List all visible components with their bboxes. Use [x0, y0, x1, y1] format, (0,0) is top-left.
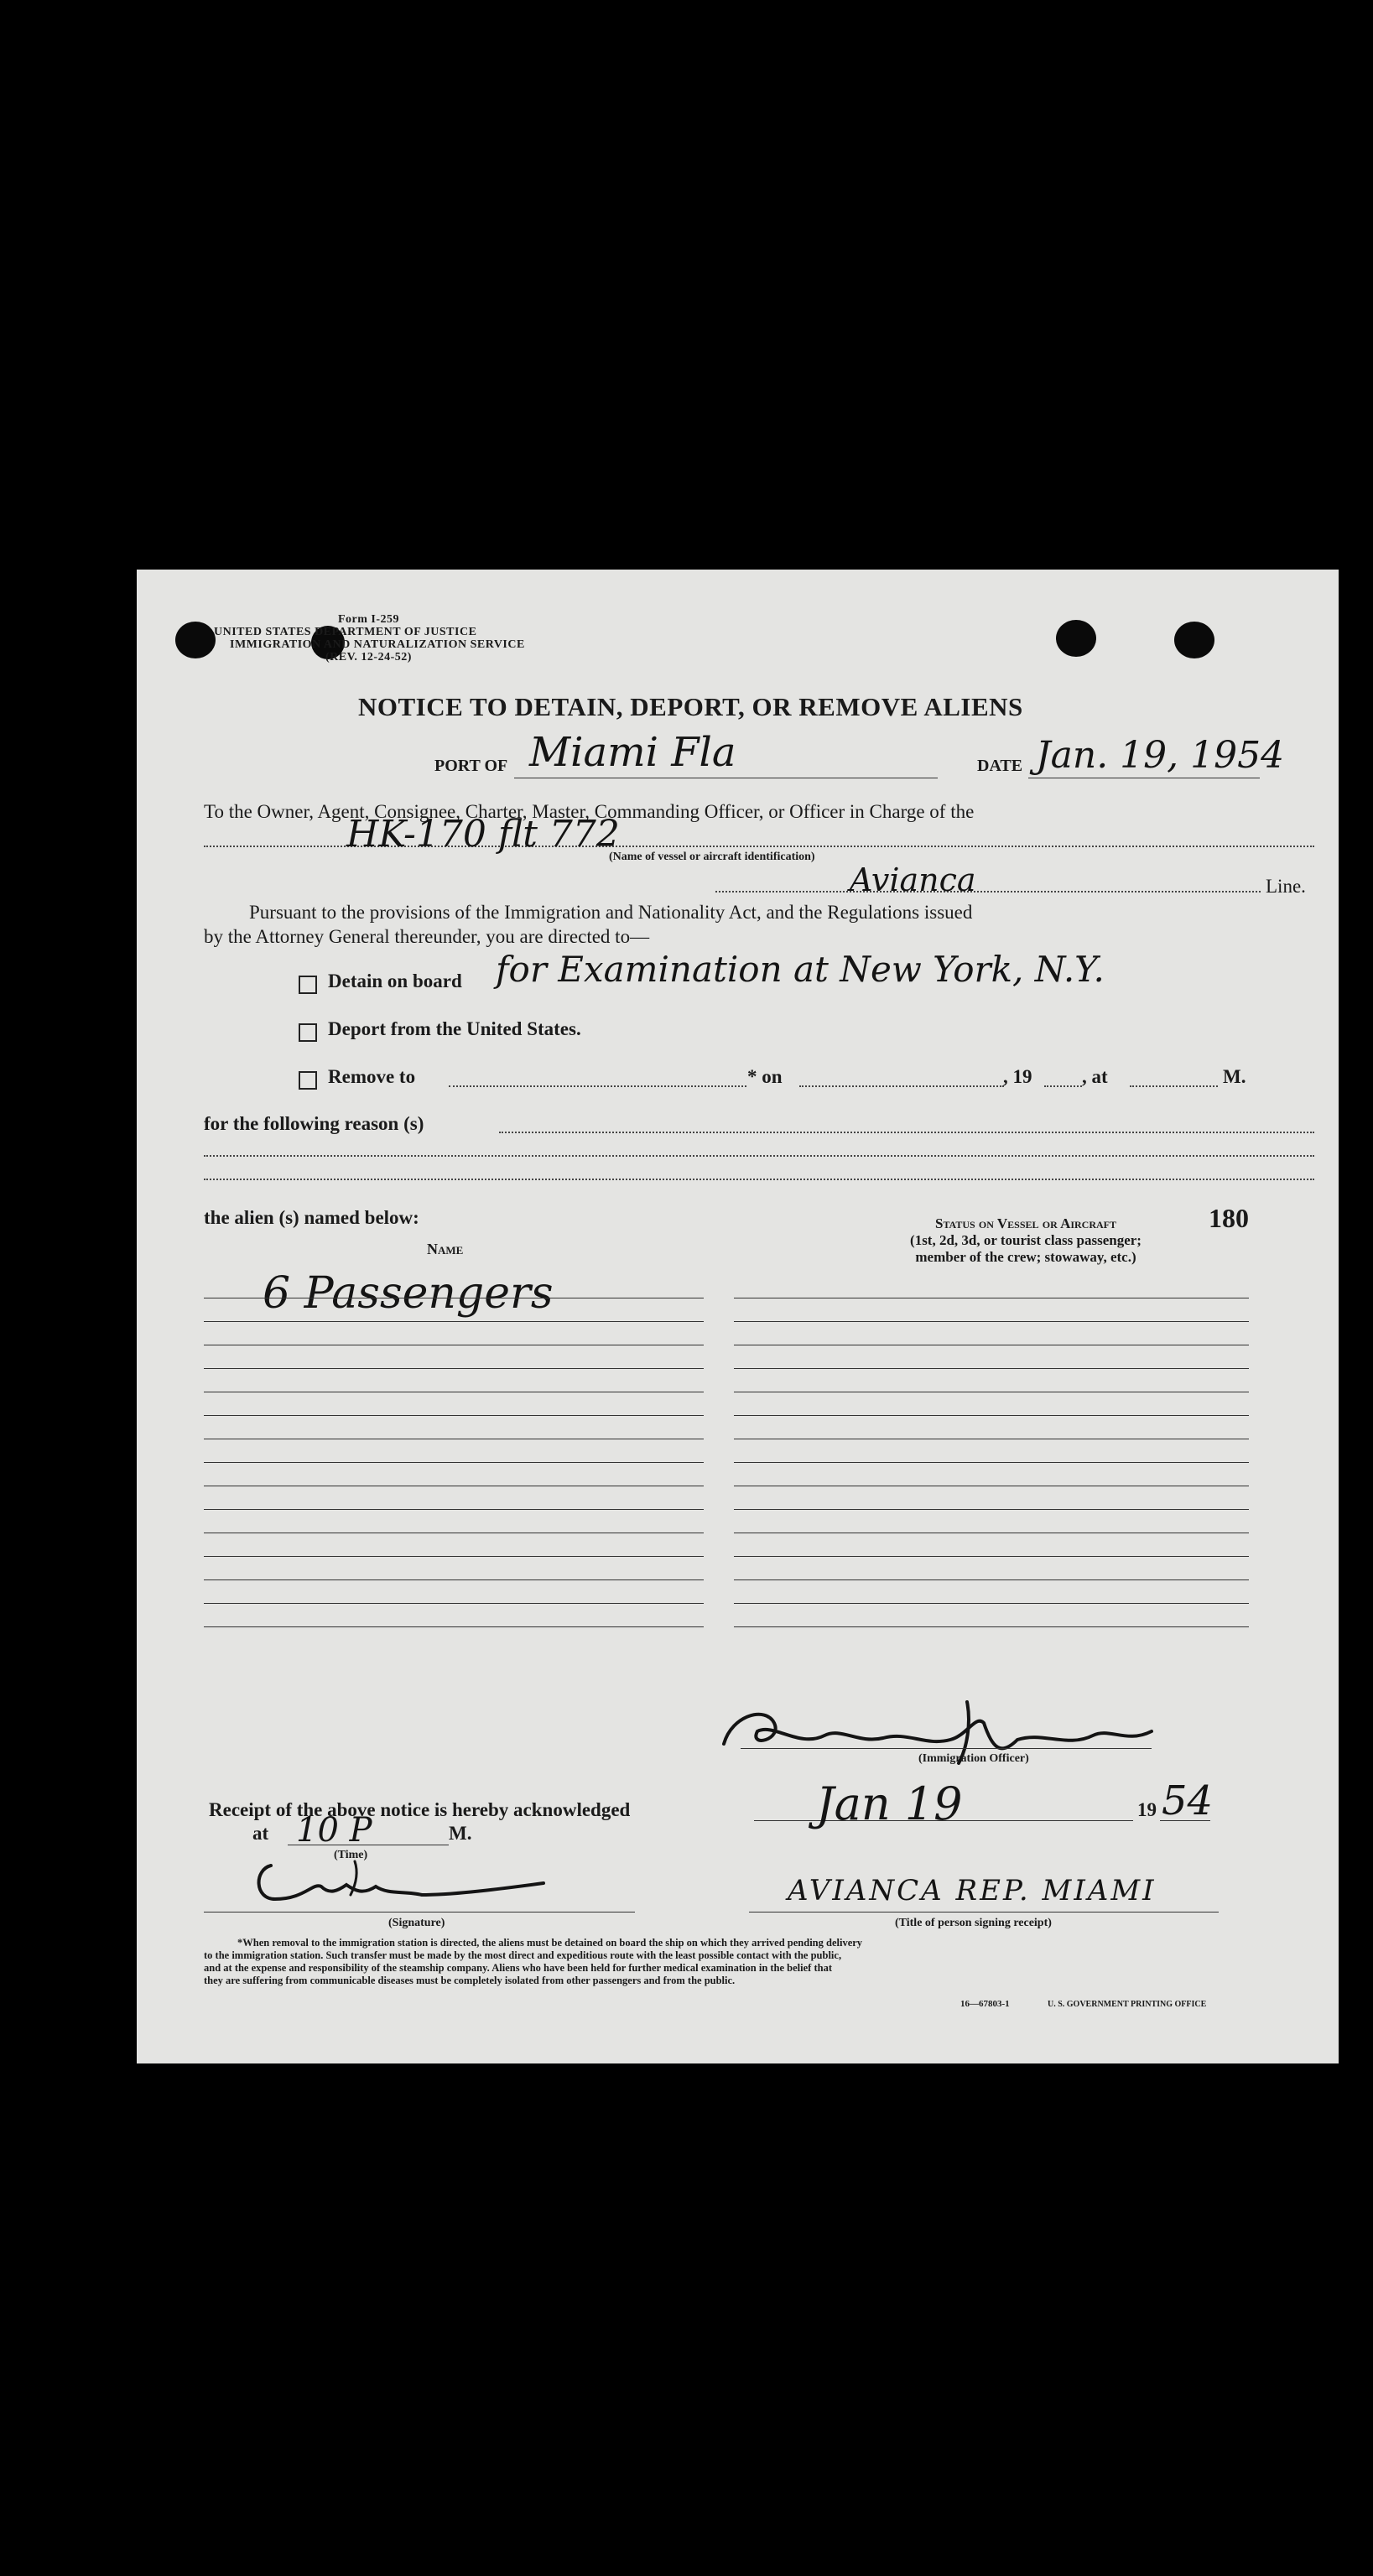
- footnote: [204, 1937, 862, 1987]
- stamp-number: 180: [1209, 1203, 1249, 1233]
- name-line-8: [204, 1462, 704, 1463]
- name-line-4: [204, 1368, 704, 1369]
- deport-label: Deport from the United States.: [328, 1018, 581, 1039]
- receipt-year-prefix: 19: [1137, 1799, 1157, 1820]
- remove-label: Remove to: [328, 1066, 416, 1087]
- line-name-line: [715, 891, 1261, 892]
- print-code: 16—67803-1: [960, 1999, 1010, 2009]
- aliens-label: the alien (s) named below:: [204, 1207, 419, 1228]
- remove-time-line: [1130, 1085, 1218, 1087]
- receipt-text: Receipt of the above notice is hereby acknowledged: [209, 1799, 631, 1820]
- date-value: Jan. 19, 1954: [1036, 734, 1285, 777]
- remove-m-label: M.: [1223, 1066, 1246, 1087]
- footnote-line-2: to the immigration station. Such transfer must be made by the most direct and expeditious route with the least possible contact with the public,: [204, 1949, 842, 1961]
- name-line-14: [204, 1603, 704, 1604]
- remove-destination-line: [449, 1085, 746, 1087]
- name-column-header: Name: [427, 1241, 464, 1257]
- status-line-15: [734, 1626, 1249, 1627]
- service-name: IMMIGRATION AND NATURALIZATION SERVICE: [230, 638, 525, 651]
- time-caption: (Time): [334, 1849, 368, 1861]
- detain-label: Detain on board: [328, 971, 462, 991]
- remove-checkbox[interactable]: [299, 1071, 317, 1090]
- printer-name: U. S. GOVERNMENT PRINTING OFFICE: [1048, 2000, 1207, 2009]
- name-line-12: [204, 1556, 704, 1557]
- name-line-13: [204, 1579, 704, 1580]
- vessel-caption: (Name of vessel or aircraft identification): [609, 851, 815, 863]
- date-label: DATE: [977, 757, 1023, 775]
- status-line-2: [734, 1321, 1249, 1322]
- status-header-title: Status on Vessel or Aircraft: [934, 1215, 1117, 1231]
- remove-year-line: [1044, 1085, 1082, 1087]
- name-line-15: [204, 1626, 704, 1627]
- punch-hole-right-2: [1174, 622, 1214, 658]
- status-header-line2: (1st, 2d, 3d, or tourist class passenger;: [910, 1232, 1142, 1248]
- form-number: Form I-259: [338, 613, 400, 626]
- status-line-13: [734, 1579, 1249, 1580]
- status-line-10: [734, 1509, 1249, 1510]
- status-line-12: [734, 1556, 1249, 1557]
- time-m-label: M.: [449, 1823, 472, 1844]
- status-line-6: [734, 1415, 1249, 1416]
- receipt-year-value: 54: [1162, 1777, 1214, 1824]
- detain-checkbox[interactable]: [299, 976, 317, 994]
- detain-value: for Examination at New York, N.Y.: [496, 949, 1105, 990]
- remove-at-label: , at: [1082, 1066, 1108, 1087]
- receipt-date-value: Jan 19: [816, 1777, 963, 1830]
- signature-caption: (Signature): [388, 1917, 445, 1929]
- name-line-2: [204, 1321, 704, 1322]
- deport-checkbox[interactable]: [299, 1023, 317, 1042]
- line-label: Line.: [1266, 876, 1306, 897]
- pursuant-text-line1: Pursuant to the provisions of the Immigration and Nationality Act, and the Regulations issued: [249, 902, 973, 923]
- footnote-line-1: *When removal to the immigration station is directed, the aliens must be detained on board the ship on which they arrived pending delivery: [237, 1937, 863, 1949]
- remove-date-line: [799, 1085, 1004, 1087]
- status-line-4: [734, 1368, 1249, 1369]
- title-signing-value: AVIANCA REP. MIAMI: [788, 1874, 1157, 1907]
- reason-line-1: [499, 1132, 1314, 1133]
- receipt-signature: [237, 1853, 556, 1912]
- footnote-line-3: and at the expense and responsibility of the steamship company. Aliens who have been held for further medical examination in the belief that: [204, 1962, 832, 1974]
- status-header-line3: member of the crew; stowaway, etc.): [915, 1249, 1136, 1265]
- status-line-8: [734, 1462, 1249, 1463]
- vessel-value: HK-170 flt 772: [346, 813, 620, 856]
- status-column-header: [808, 1215, 1244, 1266]
- name-entry: 6 Passengers: [263, 1268, 554, 1319]
- name-line-10: [204, 1509, 704, 1510]
- at-label: at: [252, 1823, 269, 1844]
- remove-year-label: , 19: [1003, 1066, 1032, 1087]
- page-title: NOTICE TO DETAIN, DEPORT, OR REMOVE ALIENS: [358, 692, 1023, 721]
- form-revision: (REV. 12-24-52): [325, 651, 412, 664]
- footnote-line-4: they are suffering from communicable diseases must be completely isolated from other passengers and from the public.: [204, 1975, 736, 1986]
- port-label: PORT OF: [434, 757, 508, 775]
- reason-line-3: [204, 1179, 1314, 1180]
- title-signing-caption: (Title of person signing receipt): [895, 1917, 1052, 1929]
- pursuant-text-line2: by the Attorney General thereunder, you are directed to—: [204, 926, 650, 947]
- addressee-text: To the Owner, Agent, Consignee, Charter, Master, Commanding Officer, or Officer in Charge of the: [204, 801, 975, 822]
- punch-hole-left-1: [175, 622, 216, 658]
- line-value: Avianca: [850, 861, 976, 898]
- reason-line-2: [204, 1155, 1314, 1157]
- department-name: UNITED STATES DEPARTMENT OF JUSTICE: [214, 626, 477, 638]
- punch-hole-right-1: [1056, 620, 1096, 657]
- remove-on-label: * on: [747, 1066, 783, 1087]
- status-line-14: [734, 1603, 1249, 1604]
- officer-signature-line: [741, 1748, 1152, 1749]
- port-value: Miami Fla: [529, 729, 736, 776]
- form-page: [137, 570, 1339, 2063]
- name-line-6: [204, 1415, 704, 1416]
- officer-caption: (Immigration Officer): [918, 1752, 1029, 1765]
- reason-label: for the following reason (s): [204, 1113, 424, 1134]
- time-value: 10 P: [296, 1811, 372, 1850]
